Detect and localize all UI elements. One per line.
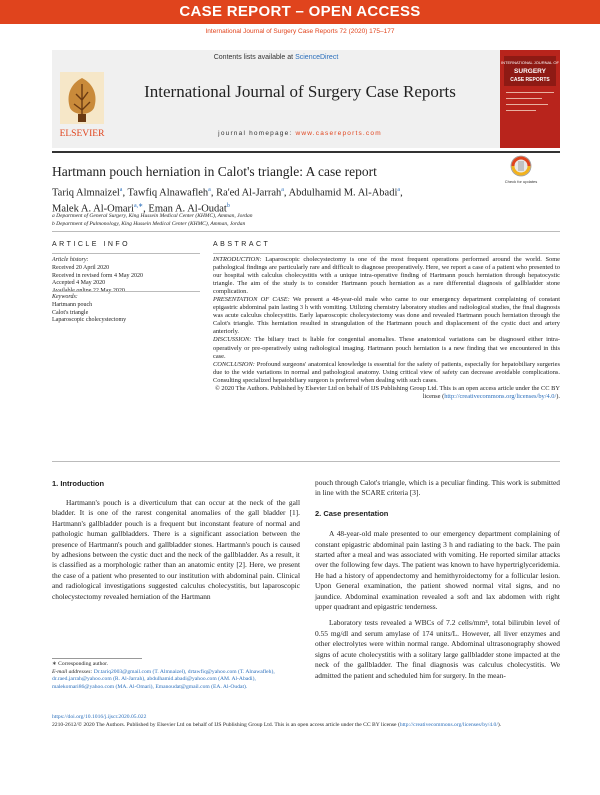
footer-end: ). [497, 721, 502, 728]
journal-citation-link[interactable]: International Journal of Surgery Case Reports 72 (2020) 175–177 [205, 28, 395, 35]
footnote-rule [52, 658, 142, 659]
affiliation-b: b Department of Pulmonology, King Hussein Medical Center (KHMC), Amman, Jordan [52, 220, 246, 227]
issn-copyright: 2210-2612/© 2020 The Authors. Published by Elsevier Ltd on behalf of IJS Publishing Group Ltd. This is an open access article under the CC BY license ( [52, 721, 400, 728]
open-access-banner: CASE REPORT – OPEN ACCESS [0, 0, 600, 24]
history-item: Accepted 4 May 2020 [52, 280, 106, 287]
homepage-line [110, 130, 490, 137]
paragraph: pouch through Calot's triangle, which is a peculiar finding. This work is submitted in line with the SCARE criteria [3]. [315, 478, 560, 498]
section-heading-introduction: 1. Introduction [52, 479, 105, 488]
history-item: Received in revised form 4 May 2020 [52, 272, 143, 279]
footer-license-link[interactable]: http://creativecommons.org/licenses/by/4.0/ [399, 721, 498, 728]
journal-title: International Journal of Surgery Case Reports [144, 82, 456, 101]
svg-text:INTERNATIONAL JOURNAL OF: INTERNATIONAL JOURNAL OF [501, 60, 559, 65]
paragraph: A 48-year-old male presented to our emergency department complaining of constant epigastric abdominal pain lasting 3 h and radiating to the back. The pain started after a meal and was associated with vomiting. He reported similar attacks over the following few days. The patient was known to have hypertriglyceridemia. He had a history of appendectomy and hemithyroidectomy for a follicular lesion. Upon General examination, the patient showed normal vital signs, and no jaundice. Abdominal examination revealed a soft and lax abdomen with right upper quadrant and epigastric tenderness. [315, 529, 560, 612]
abstract-discussion [213, 336, 560, 360]
homepage-prefix: journal homepage: [218, 130, 293, 137]
elsevier-logo [56, 70, 108, 140]
abstract-body [213, 256, 560, 401]
abstract-text: The biliary tract is liable for congenital anomalies. These anatomical variations can be diagnosed either intra-operatively or pre-operatively using radiological imaging. Hartmann pouch herniation is a new finding that we encountered in this case. [213, 336, 561, 360]
abstract-section-label: INTRODUCTION: [213, 256, 262, 263]
contents-line [52, 54, 500, 61]
copyright-notice [213, 385, 560, 401]
copyright-text: © 2020 The Authors. Published by Elsevier Ltd on behalf of IJS Publishing Group Ltd. This is an open access article under the CC BY license ( [214, 384, 560, 400]
paragraph: Hartmann's pouch is a diverticulum that can occur at the neck of the gall bladder. It is one of the rarest congenital anomalies of the gall bladder [1]. Hartmann's gallbladder pouch is a frequent but inconstant feature of normal and pathologic human gallbladders. There is a significant association between the presence of Hartmann's pouch and gallbladder stones. Hartmann's pouch is caused by adhesions between the cystic duct and the neck of the gallbladder. As a result, it is classified as a morphologic rather than an anatomic entity [2]. Here, we present the case of a patient who presented to our institution with abdominal pain. Clinical and radiological investigations suggested calculus cholecystitis, but laparoscopic cholecystectomy revealed herniation of the Hartmann [52, 498, 300, 601]
divider [52, 253, 200, 254]
keywords-label: Keywords: [52, 294, 78, 300]
author-affiliation-mark: b [226, 202, 230, 209]
elsevier-wordmark: ELSEVIER [59, 129, 105, 139]
abstract-conclusion [213, 361, 560, 385]
author-emails[interactable]: Dr.tariq2003@gmail.com (T. Almnaizel), drtawfiq@yahoo.com (T. Alnawafleh), dr.raed.jarrah@yahoo.com (R. Al-Jarrah), abdulhamid.abadi@yahoo.com (AM. Al-Abadi), malekomari86@yahoo.com (MA. Al-Omari), Emanoudat@gmail.com (EA. Al-Oudat). [52, 668, 275, 690]
author-name[interactable]: Eman A. Al-Oudat [148, 203, 227, 214]
author-name[interactable]: Tariq Almnaizel [52, 187, 120, 199]
author-list: Tariq Almnaizel$^a$, Tawfiq Alnawafleh$^a$, Ra'ed Al-Jarrah$^a$, Abdulhamid M. Al-Abadi$^a$, Malek A. Al-Omari$^{a,∗}$, Eman A. Al-Oudat$^b$ [52, 187, 403, 214]
history-label: Article history: [52, 257, 89, 263]
abstract-section-label: DISCUSSION: [213, 336, 252, 344]
license-link[interactable]: http://creativecommons.org/licenses/by/4.0/ [444, 392, 557, 400]
email-label: E-mail addresses: [52, 668, 93, 675]
paragraph: Laboratory tests revealed a WBCs of 7.2 cells/mm³, total bilirubin level of 0.55 mg/dl and serum amylase of 174 units/L. However, all liver enzymes and other electrolytes were within normal range. Abdominal ultrasonography showed signs of acute cholecystitis with a solitary large gallbladder stone impacted at the neck of the gallbladder. The final diagnosis was calculus cholecystitis. We admitted the patient and scheduled him for surgery. In the mean- [315, 618, 560, 680]
abstract-text: Laparoscopic cholecystectomy is one of the most frequent operations performed around the world. Some pathological findings are particularly rare and difficult to diagnose preoperatively. Here, we report a case of a patient who presented to our hospital with calculus cholecystitis with a unique intra-operative finding of Hartmann pouch herniation through hepatocystic triangle. The aim of the study is to consider Hartmann pouch herniation as a rare differential diagnosis of gallbladder stone complication. [213, 256, 560, 296]
footnote-star: ∗ Corresponding author. [52, 661, 109, 667]
abstract-section-label: CONCLUSION: [213, 360, 255, 368]
author-affiliation-mark: a [119, 187, 123, 193]
keyword-item[interactable]: Hartmann pouch [52, 301, 93, 308]
copyright-end: ). [556, 392, 560, 400]
author-affiliation-mark: a [281, 187, 284, 193]
author-affiliation-mark: a [397, 187, 401, 193]
author-affiliation-mark: a,∗ [133, 202, 144, 209]
check-for-updates-label: Check for updates [504, 179, 538, 184]
history-item: Received 20 April 2020 [52, 264, 110, 271]
body-column-left [52, 498, 300, 602]
abstract-text: We present a 48-year-old male who came to our emergency department complaining of constant epigastric abdominal pain lasting 3 h with vomiting. Utilizing chemistry laboratory studies and radiological studies, the final diagnosis was acute calculus cholecystitis. Early laparoscopic cholecystectomy was done and revealed Hartmann pouch herniation through the Calot's triangle. This herniation resulted in strangulation of the Hartmann pouch and displacement of the cystic duct and artery anteriorly. [213, 296, 560, 336]
section-heading-case-presentation: 2. Case presentation [315, 508, 389, 518]
author-name[interactable]: Abdulhamid M. Al-Abadi [288, 187, 398, 199]
affiliations [52, 213, 492, 228]
abstract-introduction [213, 256, 560, 296]
affiliation-a: a Department of General Surgery, King Hussein Medical Center (KHMC), Amman, Jordan [52, 213, 253, 219]
author-name[interactable]: Tawfiq Alnawafleh [127, 187, 209, 199]
abstract-case [213, 296, 560, 336]
journal-cover-thumbnail[interactable] [500, 50, 560, 148]
contents-prefix: Contents lists available at [213, 54, 294, 61]
abstract-heading: ABSTRACT [213, 241, 271, 248]
svg-text:SURGERY: SURGERY [514, 68, 546, 75]
divider [213, 253, 560, 254]
homepage-link[interactable]: www.casereports.com [295, 130, 382, 137]
author-name[interactable]: Ra'ed Al-Jarrah [216, 187, 282, 199]
author-name[interactable]: Malek A. Al-Omari [52, 203, 134, 214]
doi-footer [52, 714, 560, 729]
check-for-updates-badge[interactable] [503, 152, 539, 188]
corresponding-author-footnote [52, 661, 300, 691]
svg-text:CASE REPORTS: CASE REPORTS [510, 77, 550, 83]
doi-link[interactable]: https://doi.org/10.1016/j.ijscr.2020.05.022 [52, 714, 147, 720]
abstract-text: Profound surgeons' anatomical knowledge is essential for the safety of patients, especially for hepatobiliary surgeries due to the wide variations in normal and pathological anatomy. Using critical view of safety can decrease avoidable complications. Consulting specialized hepatobiliary surgeon is preferred when dealing with such cases. [213, 360, 560, 384]
divider [52, 291, 200, 292]
keywords [52, 294, 200, 325]
article-title: Hartmann pouch herniation in Calot's triangle: A case report [52, 164, 377, 179]
keyword-item[interactable]: Laparoscopic cholecystectomy [52, 317, 127, 324]
sciencedirect-link[interactable]: ScienceDirect [295, 54, 339, 61]
abstract-section-label: PRESENTATION OF CASE: [213, 296, 290, 304]
body-column-right [315, 478, 560, 681]
divider [52, 461, 560, 462]
header-rule [52, 151, 560, 153]
divider [52, 231, 560, 232]
keyword-item[interactable]: Calot's triangle [52, 309, 89, 316]
author-affiliation-mark: a [208, 187, 211, 193]
article-info-heading: ARTICLE INFO [52, 241, 131, 248]
